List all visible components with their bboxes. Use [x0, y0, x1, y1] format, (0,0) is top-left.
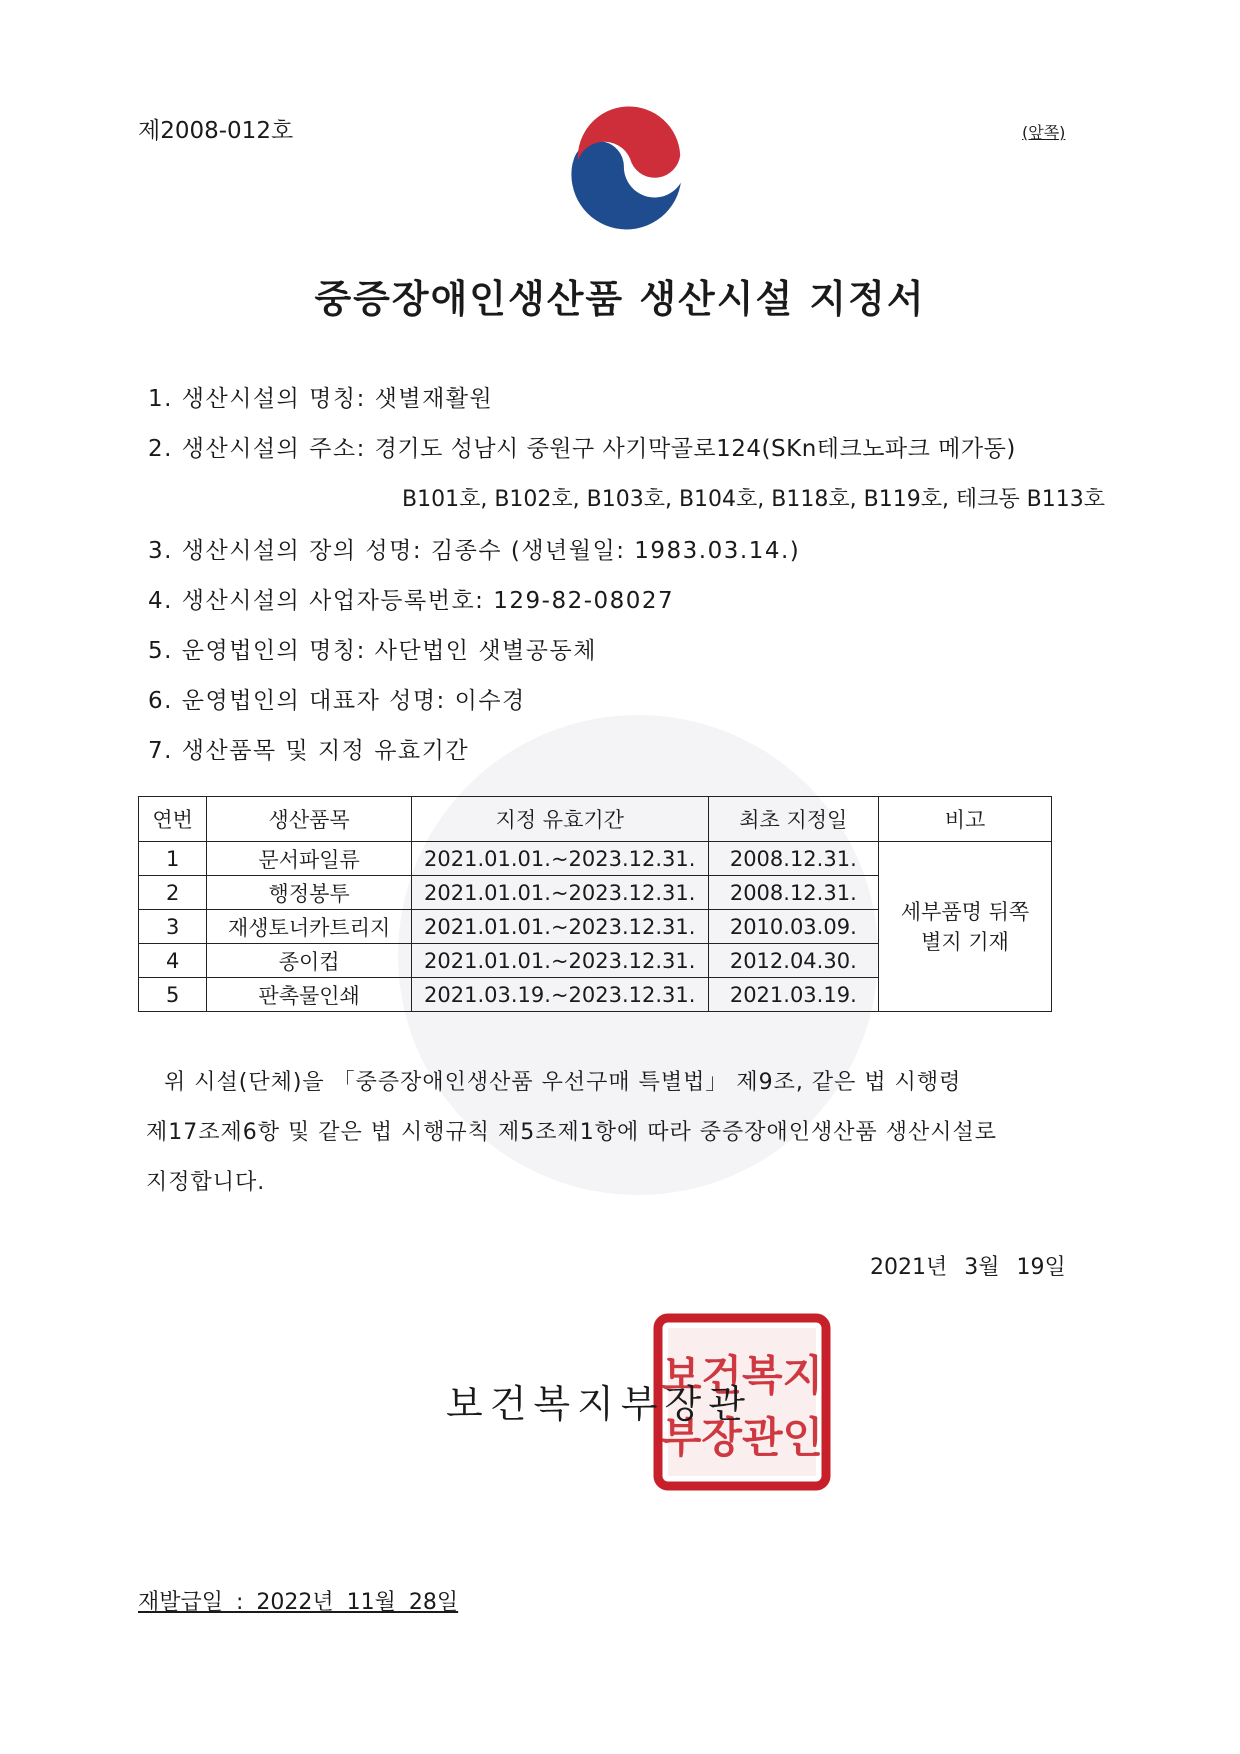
field-label: 3. 생산시설의 장의 성명: [148, 538, 423, 564]
cell-first-date: 2010.03.09. [708, 910, 878, 944]
cell-first-date: 2008.12.31. [708, 876, 878, 910]
field-products-heading [148, 732, 469, 765]
header-first-date: 최초 지정일 [708, 797, 878, 842]
statement-line: 제17조제6항 및 같은 법 시행규칙 제5조제1항에 따라 중증장애인생산품 생산시설로 [146, 1120, 997, 1145]
minister-title: 보건복지부장관 [446, 1382, 752, 1426]
cell-item: 문서파일류 [207, 842, 412, 876]
field-corporation-name [148, 632, 597, 665]
cell-item: 판촉물인쇄 [207, 978, 412, 1012]
cell-first-date: 2021.03.19. [708, 978, 878, 1012]
cell-note [879, 842, 1052, 1012]
cell-no: 4 [139, 944, 207, 978]
field-label: 7. 생산품목 및 지정 유효기간 [148, 738, 470, 764]
cell-period: 2021.01.01.~2023.12.31. [411, 944, 708, 978]
field-value: 경기도 성남시 중원구 사기막골로124(SKn테크노파크 메가동) [374, 436, 1016, 462]
cell-first-date: 2008.12.31. [708, 842, 878, 876]
field-value: 사단법인 샛별공동체 [374, 638, 597, 664]
field-value: 샛별재활원 [374, 386, 494, 412]
cell-period: 2021.01.01.~2023.12.31. [411, 876, 708, 910]
cell-item: 행정봉투 [207, 876, 412, 910]
note-line: 별지 기재 [921, 929, 1009, 954]
page-side-label: (앞쪽) [1022, 123, 1066, 142]
statement-line: 지정합니다. [146, 1170, 266, 1195]
field-label: 5. 운영법인의 명칭: [148, 638, 366, 664]
reissue-date: 재발급일 : 2022년 11월 28일 [138, 1590, 459, 1615]
cell-item: 종이컵 [207, 944, 412, 978]
cell-item: 재생토너카트리지 [207, 910, 412, 944]
statement-line: 위 시설(단체)을 「중증장애인생산품 우선구매 특별법」 제9조, 같은 법 시행령 [164, 1070, 962, 1095]
table-header-row [139, 797, 1052, 842]
cell-no: 3 [139, 910, 207, 944]
field-value: 129-82-08027 [493, 588, 675, 614]
document-number: 제2008-012호 [138, 118, 294, 144]
field-facility-address [148, 430, 1016, 463]
government-emblem-icon [565, 104, 693, 232]
field-label: 2. 생산시설의 주소: [148, 436, 366, 462]
page-title: 중증장애인생산품 생산시설 지정서 [314, 277, 926, 321]
cell-no: 1 [139, 842, 207, 876]
seal-text-bottom: 부장관인 [660, 1413, 824, 1462]
field-label: 1. 생산시설의 명칭: [148, 386, 366, 412]
cell-period: 2021.01.01.~2023.12.31. [411, 910, 708, 944]
cell-first-date: 2012.04.30. [708, 944, 878, 978]
field-label: 4. 생산시설의 사업자등록번호: [148, 588, 485, 614]
field-facility-head [148, 532, 800, 565]
field-facility-name [148, 380, 493, 413]
header-note: 비고 [879, 797, 1052, 842]
field-representative [148, 682, 526, 715]
note-line: 세부품명 뒤쪽 [900, 899, 1030, 924]
field-business-number [148, 582, 674, 615]
seal-text-top: 보건복지 [660, 1351, 824, 1400]
field-value: 이수경 [454, 688, 526, 714]
header-item: 생산품목 [207, 797, 412, 842]
cell-no: 2 [139, 876, 207, 910]
header-period: 지정 유효기간 [411, 797, 708, 842]
cell-period: 2021.03.19.~2023.12.31. [411, 978, 708, 1012]
cell-period: 2021.01.01.~2023.12.31. [411, 842, 708, 876]
cell-no: 5 [139, 978, 207, 1012]
field-address-continuation: B101호, B102호, B103호, B104호, B118호, B119호, 테크동 B113호 [402, 487, 1106, 512]
field-label: 6. 운영법인의 대표자 성명: [148, 688, 446, 714]
field-value: 김종수 (생년월일: 1983.03.14.) [430, 538, 801, 564]
header-no: 연번 [139, 797, 207, 842]
table-row [139, 842, 1052, 876]
issue-date: 2021년 3월 19일 [870, 1255, 1066, 1280]
designation-statement [148, 1058, 1072, 1208]
products-table [138, 796, 1052, 1012]
